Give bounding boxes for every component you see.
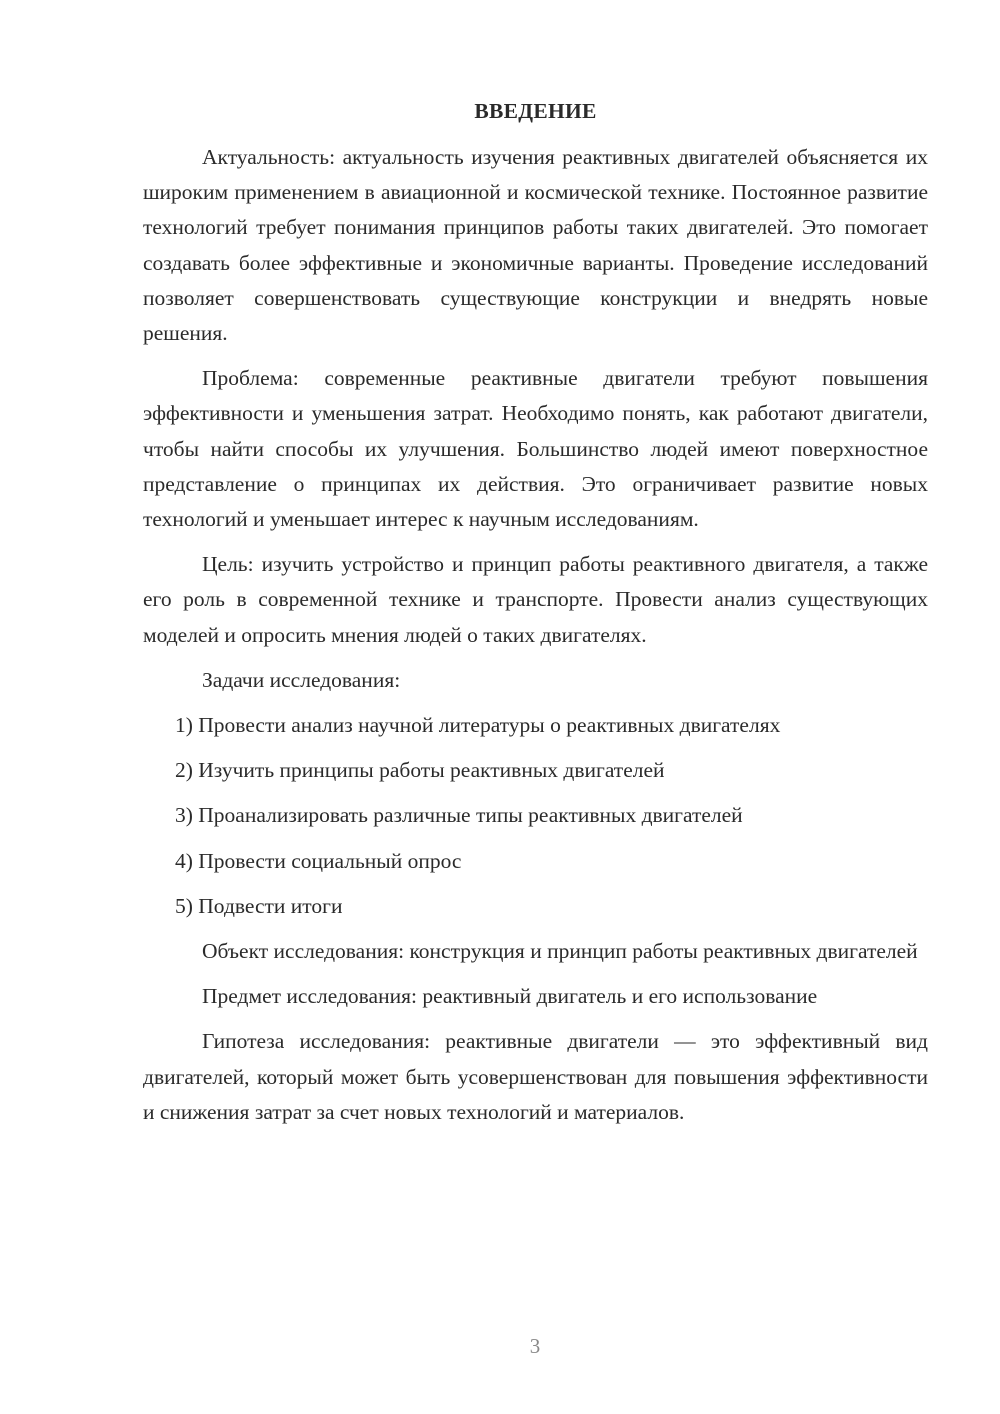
page-title: ВВЕДЕНИЕ xyxy=(474,99,597,123)
list-item: 4) Провести социальный опрос xyxy=(175,848,462,873)
list-item: 2) Изучить принципы работы реактивных двигателей xyxy=(175,758,665,783)
list-item: 5) Подвести итоги xyxy=(175,893,343,918)
goal-paragraph: Цель: изучить устройство и принцип работы реактивного двигателя, а также его роль в современной технике и транспорте. Провести анализ существующих моделей и опросить мнения людей о таких двигателях. xyxy=(143,552,928,647)
list-item: 1) Провести анализ научной литературы о реактивных двигателях xyxy=(175,713,781,738)
list-item: 3) Проанализировать различные типы реактивных двигателей xyxy=(175,803,743,828)
relevance-paragraph: Актуальность: актуальность изучения реактивных двигателей объясняется их широким применением в авиационной и космической технике. Постоянное развитие технологий требует понимания принципов работы таких двигателей. Это помогает создавать более эффективные и экономичные варианты. Проведение исследований позволяет совершенствовать существующие конструкции и внедрять новые решения. xyxy=(143,145,928,346)
hypothesis-paragraph: Гипотеза исследования: реактивные двигатели — это эффективный вид двигателей, который может быть усовершенствован для повышения эффективности и снижения затрат за счет новых технологий и материалов. xyxy=(143,1029,928,1124)
document-page xyxy=(143,96,928,1130)
subject-paragraph: Предмет исследования: реактивный двигатель и его использование xyxy=(202,984,818,1009)
tasks-list xyxy=(143,708,928,924)
object-paragraph: Объект исследования: конструкция и принцип работы реактивных двигателей xyxy=(202,939,918,964)
tasks-heading: Задачи исследования: xyxy=(202,667,401,692)
page-number: 3 xyxy=(529,1334,541,1358)
problem-paragraph: Проблема: современные реактивные двигатели требуют повышения эффективности и уменьшения затрат. Необходимо понять, как работают двигатели, чтобы найти способы их улучшения. Большинство людей имеют поверхностное представление о принципах их действия. Это ограничивает развитие новых технологий и уменьшает интерес к научным исследованиям. xyxy=(143,366,928,532)
